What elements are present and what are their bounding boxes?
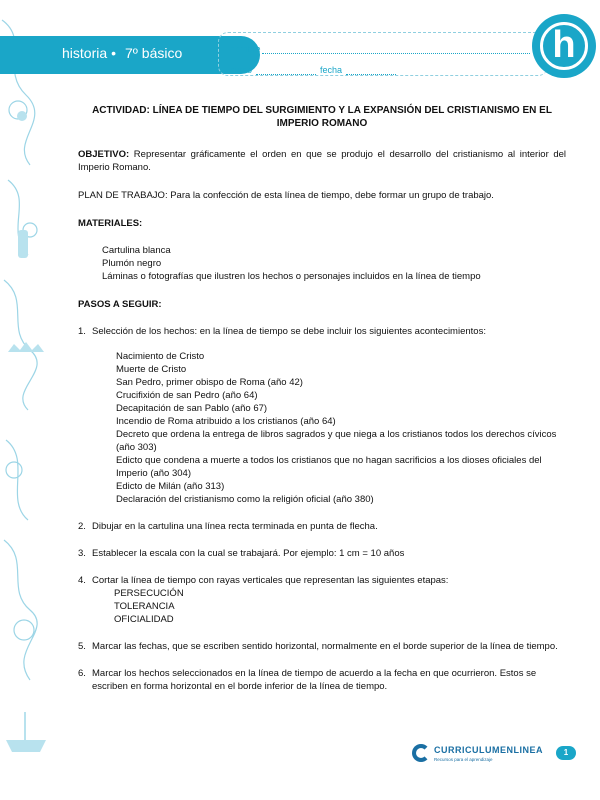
course-field[interactable]: [256, 74, 316, 75]
list-item: Edicto que condena a muerte a todos los cristianos que no hagan sacrificios a los dioses oficiales del Imperio (año 304): [116, 455, 542, 479]
step-4: [78, 574, 566, 626]
list-item: Decapitación de san Pablo (año 67): [116, 403, 268, 414]
brand-tagline: Recursos para el aprendizaje: [434, 757, 493, 762]
course-label: curso: [230, 65, 253, 75]
step-text: Dibujar en la cartulina una línea recta terminada en punta de flecha.: [92, 521, 378, 532]
objective-label: OBJETIVO:: [78, 149, 130, 160]
name-field[interactable]: [262, 53, 530, 54]
list-item: Incendio de Roma atribuido a los cristianos (año 64): [116, 416, 336, 427]
step-6: [78, 667, 566, 693]
list-item: Cartulina blanca: [102, 245, 171, 256]
step-text: Marcar las fechas, que se escriben sentido horizontal, normalmente en el borde superior de la línea de tiempo.: [92, 641, 558, 652]
student-info-box: [218, 32, 548, 76]
step-number: 6.: [78, 668, 86, 679]
page-title: ACTIVIDAD: LÍNEA DE TIEMPO DEL SURGIMIENTO Y LA EXPANSIÓN DEL CRISTIANISMO EN EL IMPERIO ROMANO: [92, 105, 552, 129]
list-item: San Pedro, primer obispo de Roma (año 42): [116, 377, 303, 388]
step-number: 1.: [78, 326, 86, 337]
logo-letter: h: [552, 24, 576, 66]
brand-mark-icon: [412, 744, 430, 762]
list-item: TOLERANCIA: [114, 601, 175, 612]
list-item: Láminas o fotografías que ilustren los hechos o personajes incluidos en la línea de tiempo: [102, 271, 481, 282]
list-item: Plumón negro: [102, 258, 162, 269]
subject-label: historia •: [62, 45, 117, 61]
globe-icon: [17, 111, 27, 121]
decorative-border: [0, 0, 52, 800]
list-item: Crucifixión de san Pedro (año 64): [116, 390, 258, 401]
steps-heading: PASOS A SEGUIR:: [78, 299, 162, 310]
plan-label: PLAN DE TRABAJO: [78, 190, 165, 201]
step-text: Selección de los hechos: en la línea de tiempo se debe incluir los siguientes acontecimientos:: [92, 326, 486, 337]
list-item: Declaración del cristianismo como la religión oficial (año 380): [116, 494, 374, 505]
stages-list: [114, 587, 566, 626]
step-text: Cortar la línea de tiempo con rayas verticales que representan las siguientes etapas:: [92, 575, 449, 586]
plan-text: : Para la confección de esta línea de tiempo, debe formar un grupo de trabajo.: [164, 190, 494, 201]
ship-icon: [6, 740, 46, 752]
step-number: 5.: [78, 641, 86, 652]
plan-paragraph: [78, 189, 566, 202]
page-number: 1: [556, 746, 576, 760]
step-1: [78, 325, 566, 506]
list-item: Edicto de Milán (año 313): [116, 481, 225, 492]
crown-icon: [8, 342, 44, 352]
step-text: Marcar los hechos seleccionados en la línea de tiempo de acuerdo a la fecha en que ocurrieron. Estos se escriben en forma horizontal en el borde inferior de la línea de tiempo.: [92, 668, 537, 692]
list-item: Decreto que ordena la entrega de libros sagrados y que niega a los cristianos todos los derechos cívicos (año 303): [116, 429, 557, 453]
name-label: nombre: [230, 44, 261, 54]
objective-text: Representar gráficamente el orden en que se produjo el desarrollo del cristianismo al interior del Imperio Romano.: [78, 149, 567, 173]
step-number: 2.: [78, 521, 86, 532]
history-logo: [532, 14, 596, 78]
step-3: [78, 547, 566, 560]
step-5: [78, 640, 566, 653]
objective-paragraph: [78, 148, 566, 174]
date-field[interactable]: [346, 74, 396, 75]
brand-name: CURRICULUMENLINEA: [434, 745, 543, 755]
materials-list: [102, 244, 566, 283]
step-2: [78, 520, 566, 533]
grade-label: 7º básico: [125, 45, 183, 61]
step-number: 4.: [78, 575, 86, 586]
events-list: [116, 350, 566, 506]
figure-icon: [18, 230, 28, 258]
list-item: PERSECUCIÓN: [114, 588, 184, 599]
curriculum-logo: [412, 742, 543, 766]
list-item: Nacimiento de Cristo: [116, 351, 205, 362]
document-body: [78, 104, 566, 693]
list-item: OFICIALIDAD: [114, 614, 174, 625]
materials-heading: MATERIALES:: [78, 218, 143, 229]
step-text: Establecer la escala con la cual se trabajará. Por ejemplo: 1 cm = 10 años: [92, 548, 405, 559]
step-number: 3.: [78, 548, 86, 559]
list-item: Muerte de Cristo: [116, 364, 187, 375]
date-label: fecha: [320, 65, 343, 75]
